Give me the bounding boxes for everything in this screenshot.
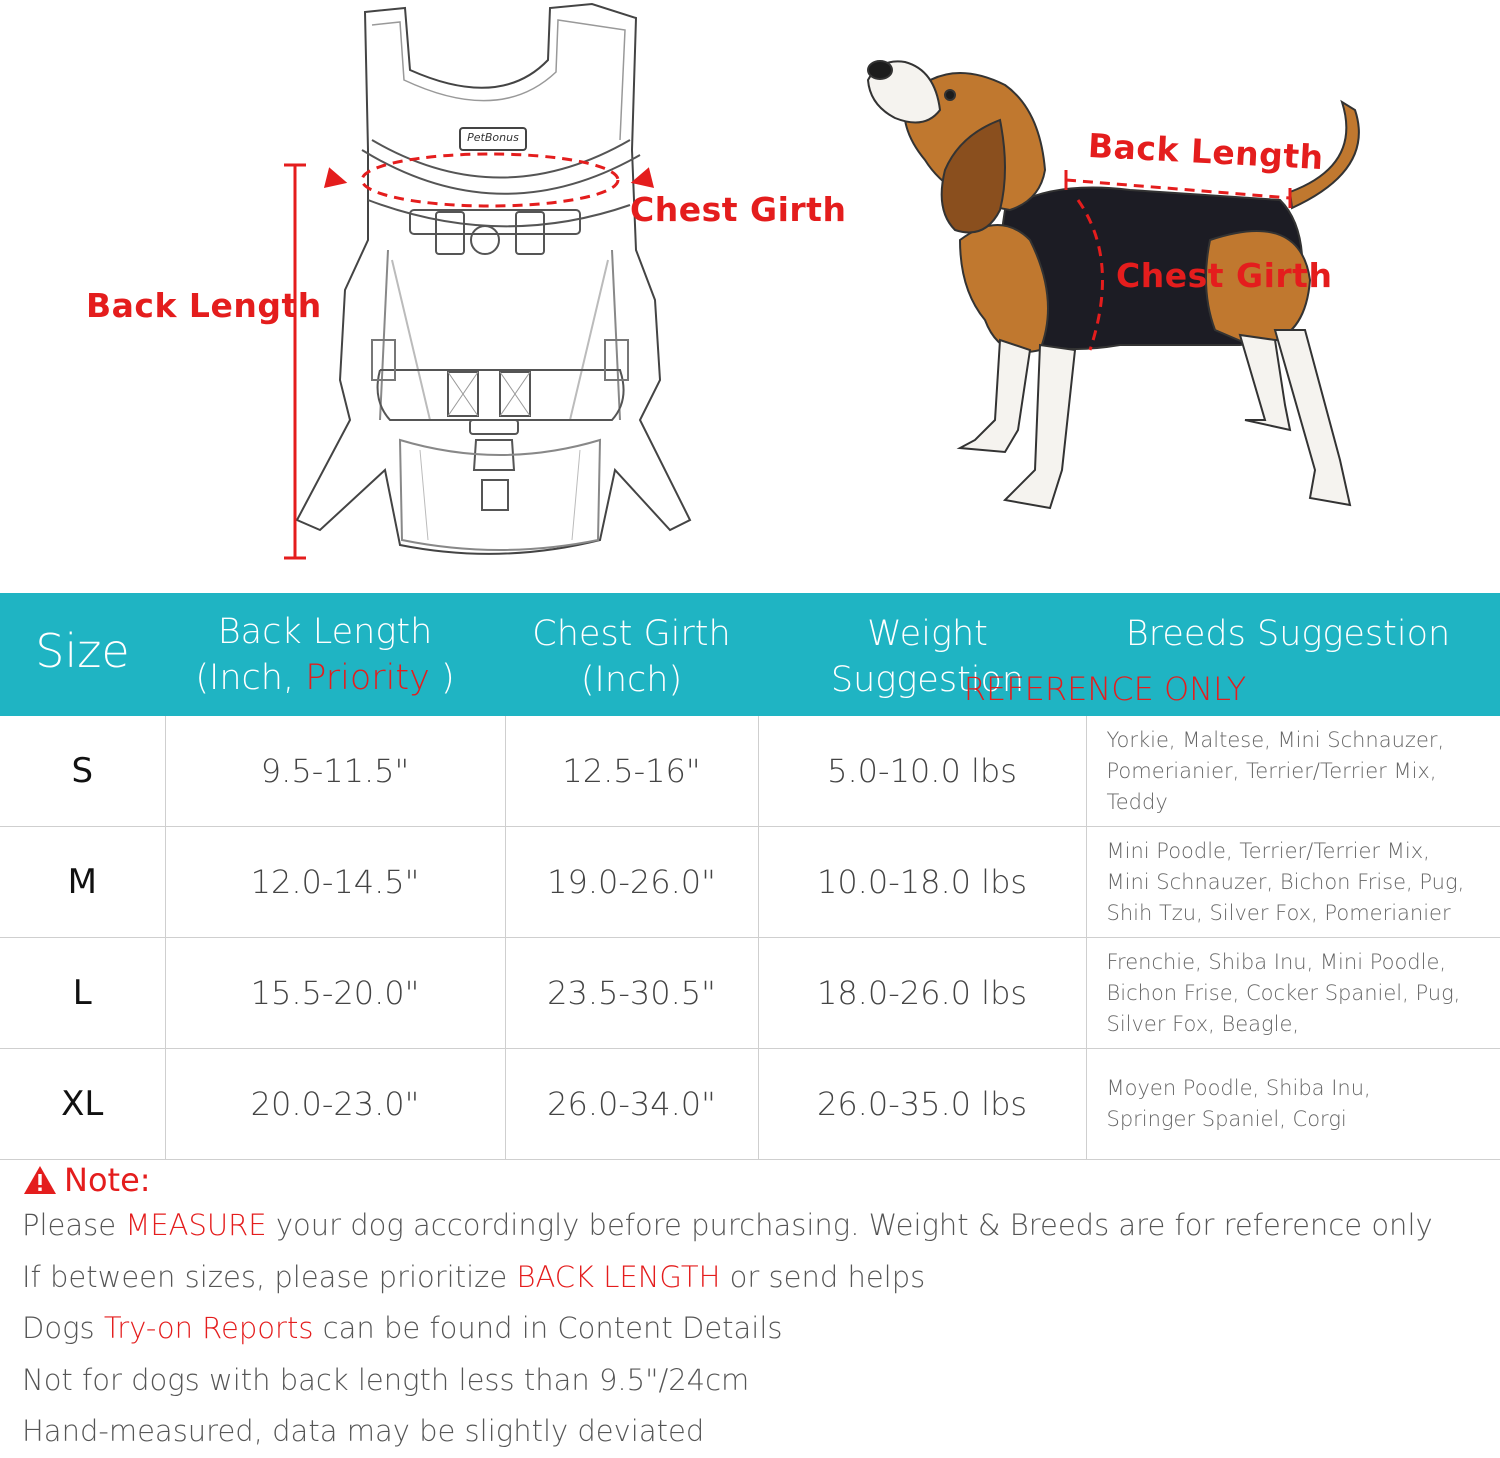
breeds-line: Shih Tzu, Silver Fox, Pomerianier <box>1107 898 1500 929</box>
note-emphasis: Try-on Reports <box>104 1311 314 1345</box>
breeds-line: Pomerianier, Terrier/Terrier Mix, <box>1107 756 1500 787</box>
size-cell: L <box>0 938 165 1049</box>
weight-cell: 26.0-35.0 lbs <box>758 1049 1086 1160</box>
back-length-cell: 20.0-23.0" <box>165 1049 505 1160</box>
warning-icon <box>22 1164 58 1196</box>
breeds-line: Springer Spaniel, Corgi <box>1107 1104 1500 1135</box>
chest-girth-cell: 19.0-26.0" <box>505 827 758 938</box>
note-text: or send helps <box>720 1260 925 1294</box>
header-back-length <box>165 609 485 701</box>
note-emphasis: MEASURE <box>125 1208 266 1242</box>
brand-tag: PetBonus <box>462 131 524 144</box>
chest-girth-cell: 26.0-34.0" <box>505 1049 758 1160</box>
header-size: Size <box>0 623 165 679</box>
breeds-cell <box>1086 716 1500 827</box>
header-breeds: Breeds Suggestion <box>1118 611 1458 657</box>
note-emphasis: BACK LENGTH <box>516 1260 720 1294</box>
size-cell: M <box>0 827 165 938</box>
reference-only-label: REFERENCE ONLY <box>940 669 1270 709</box>
back-length-cell: 9.5-11.5" <box>165 716 505 827</box>
chest-girth-cell: 23.5-30.5" <box>505 938 758 1049</box>
header-back-length-unit <box>165 655 485 701</box>
notes-section <box>22 1160 1482 1458</box>
header-back-length-title: Back Length <box>165 609 485 655</box>
breeds-line: Teddy <box>1107 787 1500 818</box>
note-text: your dog accordingly before purchasing. Weight & Breeds are for reference only <box>267 1208 1433 1242</box>
back-length-cell: 12.0-14.5" <box>165 827 505 938</box>
breeds-cell <box>1086 827 1500 938</box>
note-line-reports <box>22 1303 1482 1355</box>
weight-cell: 5.0-10.0 lbs <box>758 716 1086 827</box>
header-back-length-close: ) <box>430 658 455 698</box>
table-row-xl <box>0 1049 1500 1160</box>
breeds-line: Silver Fox, Beagle, <box>1107 1009 1500 1040</box>
note-line-hand-measured: Hand-measured, data may be slightly deviated <box>22 1406 1482 1458</box>
note-heading <box>22 1160 1482 1200</box>
header-back-length-open: (Inch, <box>195 658 305 698</box>
dog-back-length-label: Back Length <box>1087 126 1324 177</box>
table-row-l <box>0 938 1500 1049</box>
breeds-line: Bichon Frise, Cocker Spaniel, Pug, <box>1107 978 1500 1009</box>
header-weight: Weight Suggestion <box>770 611 1085 703</box>
dog-chest-girth-label: Chest Girth <box>1116 256 1332 295</box>
size-table-header <box>0 593 1500 716</box>
illustration-area <box>0 0 1500 590</box>
header-priority-label: Priority <box>305 658 430 698</box>
note-line-measure <box>22 1200 1482 1252</box>
weight-cell: 10.0-18.0 lbs <box>758 827 1086 938</box>
note-text: If between sizes, please prioritize <box>22 1260 516 1294</box>
note-line-prioritize <box>22 1252 1482 1304</box>
carrier-chest-girth-marker <box>326 154 652 206</box>
note-text: Dogs <box>22 1311 104 1345</box>
header-chest-girth <box>505 611 758 703</box>
chest-girth-cell: 12.5-16" <box>505 716 758 827</box>
weight-cell: 18.0-26.0 lbs <box>758 938 1086 1049</box>
back-length-cell: 15.5-20.0" <box>165 938 505 1049</box>
breeds-cell <box>1086 938 1500 1049</box>
note-text: can be found in Content Details <box>313 1311 782 1345</box>
carrier-chest-girth-label: Chest Girth <box>630 190 846 229</box>
carrier-back-length-marker <box>284 165 306 558</box>
header-chest-girth-title: Chest Girth <box>505 611 758 657</box>
breeds-line: Mini Poodle, Terrier/Terrier Mix, <box>1107 836 1500 867</box>
breeds-line: Yorkie, Maltese, Mini Schnauzer, <box>1107 725 1500 756</box>
note-line-min-length: Not for dogs with back length less than 9.5"/24cm <box>22 1355 1482 1407</box>
breeds-line: Moyen Poodle, Shiba Inu, <box>1107 1073 1500 1104</box>
carrier-illustration <box>297 4 690 554</box>
carrier-back-length-label: Back Length <box>86 286 322 325</box>
breeds-cell <box>1086 1049 1500 1160</box>
table-row-s <box>0 716 1500 827</box>
header-chest-girth-unit: (Inch) <box>505 657 758 703</box>
breeds-line: Frenchie, Shiba Inu, Mini Poodle, <box>1107 947 1500 978</box>
table-row-m <box>0 827 1500 938</box>
note-title: Note: <box>64 1160 151 1200</box>
size-cell: S <box>0 716 165 827</box>
size-table <box>0 716 1500 1160</box>
note-text: Please <box>22 1208 125 1242</box>
breeds-line: Mini Schnauzer, Bichon Frise, Pug, <box>1107 867 1500 898</box>
size-cell: XL <box>0 1049 165 1160</box>
